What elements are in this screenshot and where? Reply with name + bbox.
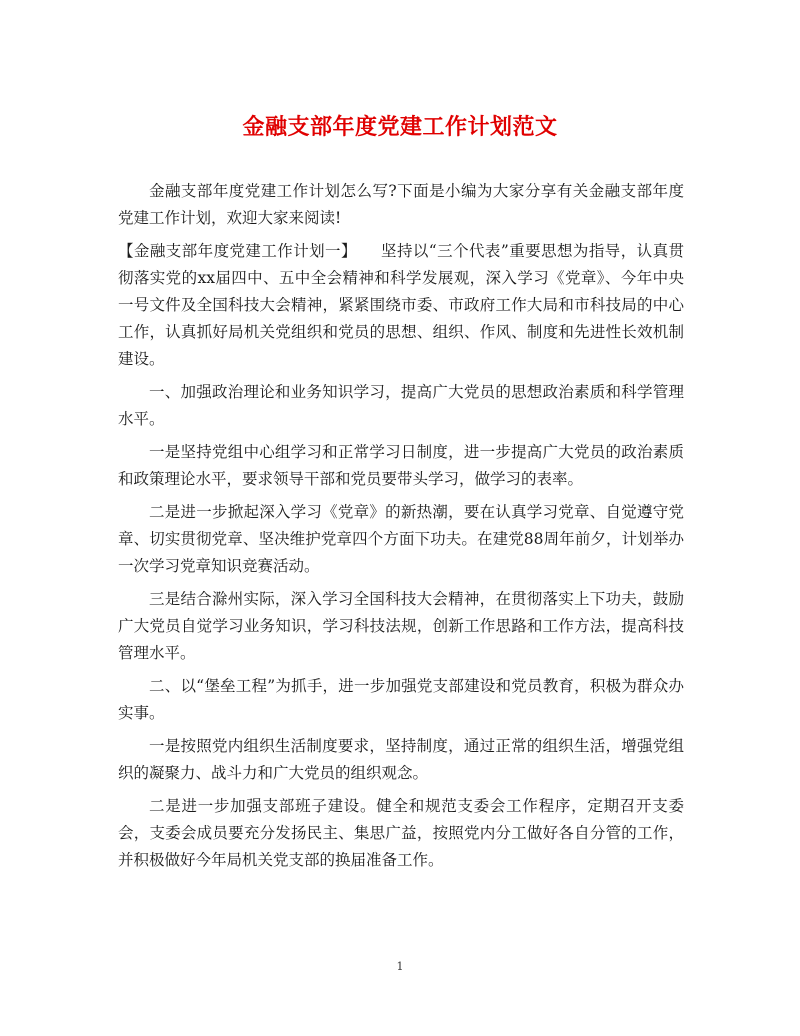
section-heading-two: 二、以“堡垒工程”为抓手，进一步加强党支部建设和党员教育，积极为群众办实事。: [118, 677, 684, 722]
item-paragraph: 二是进一步加强支部班子建设。健全和规范支委会工作程序，定期召开支委会，支委会成员要充分发扬民主、集思广益，按照党内分工做好各自分管的工作，并积极做好今年局机关党支部的换届准备工作。: [118, 797, 684, 869]
document-title: 金融支部年度党建工作计划范文: [242, 114, 558, 140]
item-paragraph: 二是进一步掀起深入学习《党章》的新热潮，要在认真学习党章、自觉遵守党章、切实贯彻党章、坚决维护党章四个方面下功夫。在建党88周年前夕，计划举办一次学习党章知识竞赛活动。: [118, 503, 684, 575]
intro-paragraph: 金融支部年度党建工作计划怎么写?下面是小编为大家分享有关金融支部年度党建工作计划，欢迎大家来阅读!: [118, 182, 684, 227]
item-paragraph: 一是按照党内组织生活制度要求，坚持制度，通过正常的组织生活，增强党组织的凝聚力、战斗力和广大党员的组织观念。: [118, 737, 684, 782]
document-body: [118, 178, 684, 880]
page-number: 1: [396, 960, 404, 973]
item-paragraph: 三是结合滁州实际，深入学习全国科技大会精神，在贯彻落实上下功夫，鼓励广大党员自觉学习业务知识，学习科技法规，创新工作思路和工作方法，提高科技管理水平。: [118, 590, 684, 662]
plan-one-paragraph: 【金融支部年度党建工作计划一】 坚持以“三个代表”重要思想为指导，认真贯彻落实党的xx届四中、五中全会精神和科学发展观，深入学习《党章》、今年中央一号文件及全国科技大会精神，紧紧围绕市委、市政府工作大局和市科技局的中心工作，认真抓好局机关党组织和党员的思想、组织、作风、制度和先进性长效机制建设。: [118, 242, 684, 368]
item-paragraph: 一是坚持党组中心组学习和正常学习日制度，进一步提高广大党员的政治素质和政策理论水平，要求领导干部和党员要带头学习，做学习的表率。: [118, 443, 684, 488]
section-heading-one: 一、加强政治理论和业务知识学习，提高广大党员的思想政治素质和科学管理水平。: [118, 383, 684, 428]
